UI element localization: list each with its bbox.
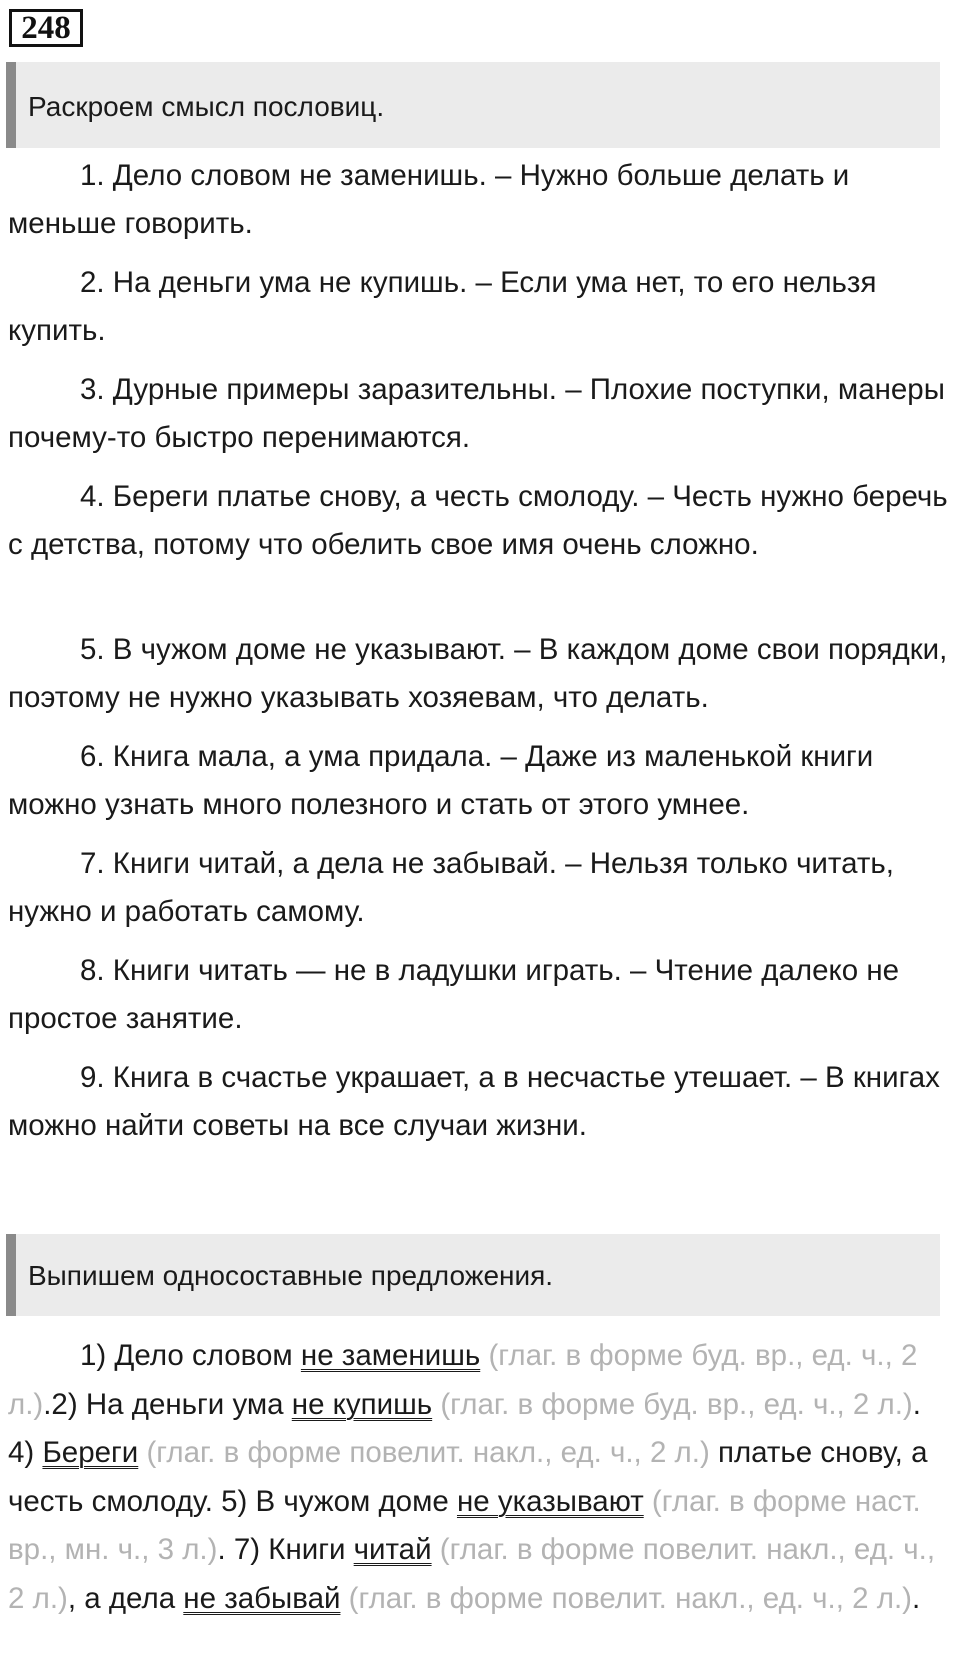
proverb-4: 4. Береги платье снову, а честь смолоду. – Честь нужно беречь с детства, потому что обелить свое имя очень сложно. bbox=[8, 480, 948, 561]
task-number: 248 bbox=[9, 9, 83, 47]
proverb-7: 7. Книги читай, а дела не забывай. – Нельзя только читать, нужно и работать самому. bbox=[8, 847, 894, 928]
proverb-8: 8. Книги читать — не в ладушки играть. – Чтение далеко не простое занятие. bbox=[8, 954, 900, 1035]
proverb-5: 5. В чужом доме не указывают. – В каждом доме свои порядки, поэтому не нужно указывать хозяевам, что делать. bbox=[8, 633, 948, 714]
answer-text: 1) Дело словом bbox=[80, 1339, 301, 1372]
grammar-note: (глаг. в форме буд. вр., ед. ч., 2 л.) bbox=[440, 1387, 913, 1421]
grammar-note: (глаг. в форме повелит. накл., ед. ч., 2 л.) bbox=[8, 1533, 936, 1615]
section-header-proverbs: Раскроем смысл пословиц. bbox=[6, 62, 940, 148]
section-header-sentences: Выпишем односоставные предложения. bbox=[6, 1234, 940, 1316]
answer-text: . 7) Книги bbox=[217, 1533, 354, 1566]
answer-text: . 4) bbox=[8, 1387, 921, 1469]
grammar-note: (глаг. в форме повелит. накл., ед. ч., 2 л.) bbox=[348, 1581, 912, 1615]
grammar-note: (глаг. в форме наст. вр., мн. ч., 3 л.) bbox=[8, 1484, 921, 1566]
proverb-2: 2. На деньги ума не купишь. – Если ума нет, то его нельзя купить. bbox=[8, 266, 877, 347]
predicate: не забывай bbox=[183, 1581, 341, 1615]
predicate: не купишь bbox=[291, 1387, 433, 1421]
predicate: не указывают bbox=[456, 1484, 644, 1518]
proverb-3: 3. Дурные примеры заразительны. – Плохие поступки, манеры почему-то быстро перенимаются. bbox=[8, 373, 945, 454]
answer-text: . bbox=[911, 1581, 921, 1615]
answer-text: платье снову, а честь смолоду. 5) В чужом доме bbox=[8, 1436, 928, 1518]
answer-text: .2) На деньги ума bbox=[43, 1387, 292, 1421]
proverb-1: 1. Дело словом не заменишь. – Нужно больше делать и меньше говорить. bbox=[8, 159, 850, 240]
answer-text: , а дела bbox=[67, 1581, 184, 1615]
one-member-sentences bbox=[8, 1332, 952, 1623]
proverb-6: 6. Книга мала, а ума придала. – Даже из маленькой книги можно узнать много полезного и стать от этого умнее. bbox=[8, 740, 874, 821]
grammar-note: (глаг. в форме буд. вр., ед. ч., 2 л.) bbox=[8, 1339, 918, 1421]
proverb-9: 9. Книга в счастье украшает, а в несчастье утешает. – В книгах можно найти советы на все случаи жизни. bbox=[8, 1061, 940, 1142]
grammar-note: (глаг. в форме повелит. накл., ед. ч., 2 л.) bbox=[146, 1436, 710, 1469]
predicate: читай bbox=[353, 1533, 432, 1566]
predicate: Береги bbox=[42, 1436, 139, 1469]
predicate: не заменишь bbox=[300, 1339, 481, 1372]
